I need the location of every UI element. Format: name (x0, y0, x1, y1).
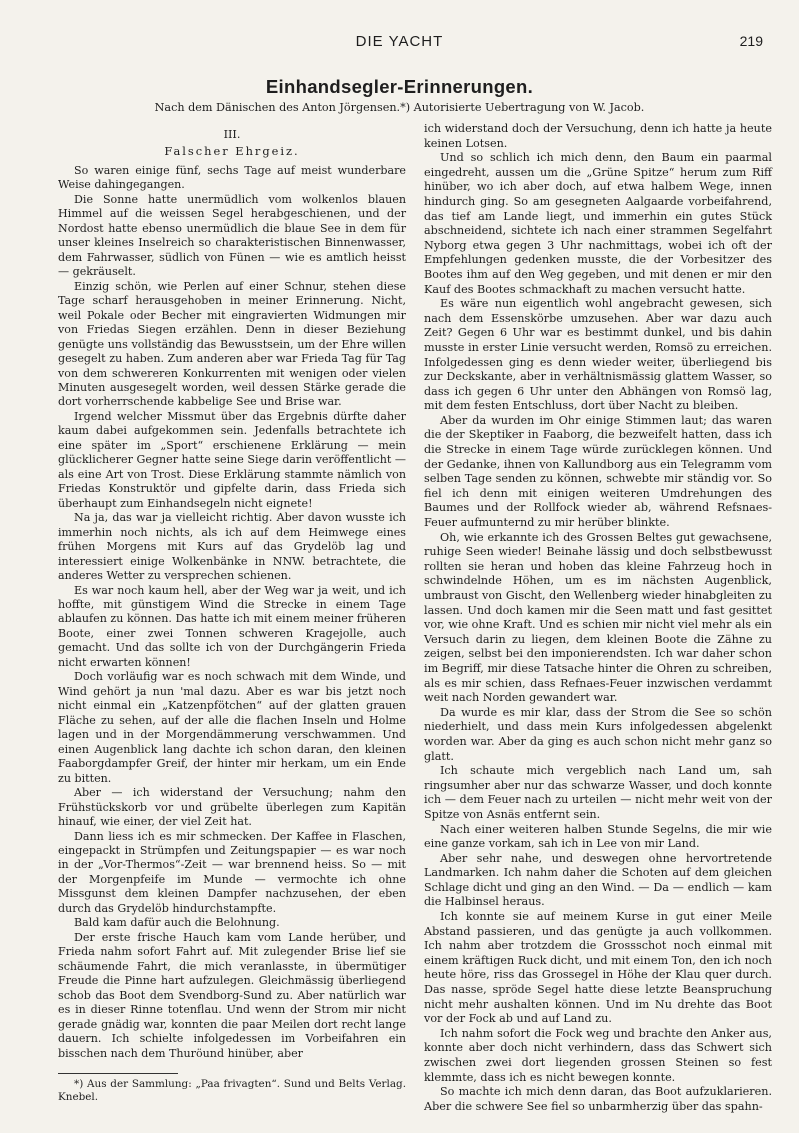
section-number: III. (223, 128, 241, 141)
footnote: *) Aus der Sammlung: „Paa frivagten“. Sund und Belts Verlag. Knebel. (58, 1078, 406, 1103)
paragraph: Oh, wie erkannte ich des Grossen Beltes gut gewachsene, ruhige Seen wieder! Beinahe lässig und doch selbstbewusst rollten sie heran und hoben das kleine Fahrzeug hoch in schwindelnde Höhen, um es im nächsten Augenblick, umbraust von Gischt, den Wellenberg wieder hinabgleiten zu lassen. Und doch kamen mir die Seen matt und fast gesittet vor, wie ohne Kraft. Und es schien mir nicht viel mehr als ein Versuch darin zu liegen, dem kleinen Boote die Zähne zu zeigen, selbst bei den imponierendsten. Ich war daher schon im Begriff, mir diese Tatsache hinter die Ohren zu schreiben, als es mir schien, dass Refnaes-Feuer inzwischen verdammt weit nach Norden gewandert war. (424, 530, 772, 705)
paragraph: So machte ich mich denn daran, das Boot aufzuklarieren. Aber die schwere See fiel so unbarmherzig über das spahn- (424, 1085, 772, 1113)
section-title: Falscher Ehrgeiz. (164, 144, 300, 159)
right-column (424, 122, 772, 1114)
paragraph: Die Sonne hatte unermüdlich vom wolkenlos blauen Himmel auf die weissen Segel herabgeschienen, und der Nordost hatte ebenso unermüdlich die blaue See in dem für unser kleines Inselreich so charakteristischen Binnenwasser, dem Fahrwasser, südlich von Fünen — wie es amtlich heisst — gekräuselt. (58, 192, 406, 279)
paragraph: Aber — ich widerstand der Versuchung; nahm den Frühstückskorb vor und grübelte überlegen zum Kapitän hinauf, wie einer, der viel Zeit hat. (58, 786, 406, 829)
paragraph: Aber da wurden im Ohr einige Stimmen laut; das waren die der Skeptiker in Faaborg, die bezweifelt hatten, dass ich die Strecke in einem Tage würde zurücklegen können. Und der Gedanke, ihnen von Kallundborg aus ein Telegramm vom selben Tage senden zu können, schwebte mir ständig vor. So fiel ich denn mit einigen weiteren Umdrehungen des Baumes und der Rollfock wieder ab, während Refsnaes-Feuer aufmunternd zu mir herüber blinkte. (424, 413, 772, 530)
paragraph: Irgend welcher Missmut über das Ergebnis dürfte daher kaum dabei aufgekommen sein. Jedenfalls betrachtete ich eine später im „Sport“ erschienene Erklärung — mein glücklicherer Gegner hatte seine Siege darin veröffentlicht — als eine Art von Trost. Diese Erklärung stammte nämlich von Friedas Konstruktör und gipfelte darin, dass Frieda sich überhaupt zum Einhandsegeln nicht eignete! (58, 409, 406, 510)
paragraph: Einzig schön, wie Perlen auf einer Schnur, stehen diese Tage scharf herausgehoben in meiner Erinnerung. Nicht, weil Pokale oder Becher mit eingravierten Widmungen mir von Friedas Siegen erzählen. Denn in dieser Beziehung genügte uns vollständig das Bewusstsein, um der Ehre willen gesegelt zu haben. Zum anderen aber war Frieda Tag für Tag von dem schwereren Konkurrenten mit wenigen oder vielen Minuten ausgesegelt worden, weil dessen Stärke gerade die dort vorherrschende kabbelige See und Brise war. (58, 279, 406, 409)
paragraph: Es wäre nun eigentlich wohl angebracht gewesen, sich nach dem Essenskörbe umzusehen. Aber war dazu auch Zeit? Gegen 6 Uhr war es bestimmt dunkel, und bis dahin musste in erster Linie versucht werden, Romsö zu erreichen. Infolgedessen ging es denn wieder weiter, überliegend bis zur Deckskante, aber in verhältnismässig glattem Wasser, so dass ich gegen 6 Uhr unter den Abhängen von Romsö lag, mit dem festen Entschluss, dort über Nacht zu bleiben. (424, 297, 772, 413)
paragraph: Es war noch kaum hell, aber der Weg war ja weit, und ich hoffte, mit günstigem Wind die Strecke in einem Tage ablaufen zu können. Das hatte ich mit einem meiner früheren Boote, einer zwei Tonnen schweren Kragejolle, auch gemacht. Und das sollte ich von der Durchgängerin Frieda nicht erwarten können! (58, 583, 406, 669)
left-column (58, 122, 406, 1104)
journal-title: DIE YACHT (355, 33, 444, 50)
paragraph: Ich konnte sie auf meinem Kurse in gut einer Meile Abstand passieren, und das genügte ja auch vollkommen. Ich nahm aber trotzdem die Grossschot noch einmal mit einem kräftigen Ruck dicht, und mit einem Ton, den ich noch heute höre, riss das Grossegel in Höhe der Klau quer durch. Das nasse, spröde Segel hatte diese letzte Beanspruchung nicht mehr aushalten können. Und im Nu drehte das Boot vor der Fock ab und auf Land zu. (424, 910, 772, 1026)
footnote-rule (58, 1073, 178, 1074)
running-head (0, 33, 799, 53)
paragraph: So waren einige fünf, sechs Tage auf meist wunderbare Weise dahingegangen. (58, 163, 406, 192)
paragraph: Na ja, das war ja vielleicht richtig. Aber davon wusste ich immerhin noch nichts, als ich auf dem Heimwege eines frühen Morgens mit Kurs auf das Grydelöb lag und interessiert einige Wolkenbänke in NNW. betrachtete, die anderes Wetter zu versprechen schienen. (58, 511, 406, 583)
paragraph: Der erste frische Hauch kam vom Lande herüber, und Frieda nahm sofort Fahrt auf. Mit zulegender Brise lief sie schäumende Fahrt, die mich veranlasste, in übermütiger Freude die Pinne hart aufzulegen. Gleichmässig überliegend schob das Boot dem Svendborg-Sund zu. Aber natürlich war es in dieser Rinne totenflau. Und wenn der Strom mir nicht gerade gnädig war, konnten die paar Meilen dort recht lange dauern. Ich schielte infolgedessen im Vorbeifahren ein bisschen nach dem Thuröund hinüber, aber (58, 930, 406, 1060)
right-column-paragraphs (424, 151, 772, 1114)
paragraph: Doch vorläufig war es noch schwach mit dem Winde, und Wind gehört ja nun 'mal dazu. Aber es war bis jetzt noch nicht einmal ein „Katzenpfötchen“ auf der glatten grauen Fläche zu sehen, auf der alle die flachen Inseln und Holme lagen und in der Morgendämmerung verschwammen. Und einen Augenblick lang dachte ich schon daran, den kleinen Faaborgdampfer Greif, der hinter mir herkam, um ein Ende zu bitten. (58, 670, 406, 785)
paragraph: Und so schlich ich mich denn, den Baum ein paarmal eingedreht, aussen um die „Grüne Spitze“ herum zum Riff hinüber, wo ich aber doch, auf etwa halbem Wege, innen hindurch ging. So am gesegneten Aalgaarde vorbeifahrend, das tief am Lande liegt, und immerhin ein gutes Stück abschneidend, sichtete ich nach einer strammen Segelfahrt Nyborg etwa gegen 3 Uhr nachmittags, wobei ich oft der Empfehlungen gedenken musste, die der Vorbesitzer des Bootes ihm auf den Weg gegeben, und mit denen er mir den Kauf des Bootes schmackhaft zu machen versucht hatte. (424, 151, 772, 296)
paragraph: Ich schaute mich vergeblich nach Land um, sah ringsumher aber nur das schwarze Wasser, und doch konnte ich — dem Feuer nach zu urteilen — nicht mehr weit von der Spitze von Asnäs entfernt sein. (424, 764, 772, 821)
page-number: 219 (739, 33, 763, 49)
paragraph: Bald kam dafür auch die Belohnung. (74, 916, 280, 930)
paragraph: Ich nahm sofort die Fock weg und brachte den Anker aus, konnte aber doch nicht verhindern, dass das Schwert sich zwischen zwei dort liegenden grossen Steinen so fest klemmte, dass ich es nicht bewegen konnte. (424, 1026, 772, 1084)
left-column-paragraphs (58, 164, 406, 1061)
paragraph: Aber sehr nahe, und deswegen ohne hervortretende Landmarken. Ich nahm daher die Schoten auf dem gleichen Schlage dicht und ging an den Wind. — Da — endlich — kam die Halbinsel heraus. (424, 851, 772, 909)
paragraph-continuation: ich widerstand doch der Versuchung, denn ich hatte ja heute keinen Lotsen. (424, 122, 772, 150)
paragraph: Dann liess ich es mir schmecken. Der Kaffee in Flaschen, eingepackt in Strümpfen und Zeitungspapier — es war noch in der „Vor-Thermos“-Zeit — war brennend heiss. So — mit der Morgenpfeife im Munde — vermochte ich ohne Missgunst dem kleinen Dampfer nachzusehen, der eben durch das Grydelöb hindurchstampfte. (58, 829, 406, 915)
paragraph: Da wurde es mir klar, dass der Strom die See so schön niederhielt, und dass mein Kurs infolgedessen abgelenkt worden war. Aber da ging es auch schon nicht mehr ganz so glatt. (424, 705, 772, 763)
article-title: Einhandsegler-Erinnerungen. (265, 76, 534, 97)
paragraph: Nach einer weiteren halben Stunde Segelns, die mir wie eine ganze vorkam, sah ich in Lee von mir Land. (424, 822, 772, 851)
article-byline: Nach dem Dänischen des Anton Jörgensen.*) Autorisierte Uebertragung von W. Jacob. (154, 101, 645, 114)
